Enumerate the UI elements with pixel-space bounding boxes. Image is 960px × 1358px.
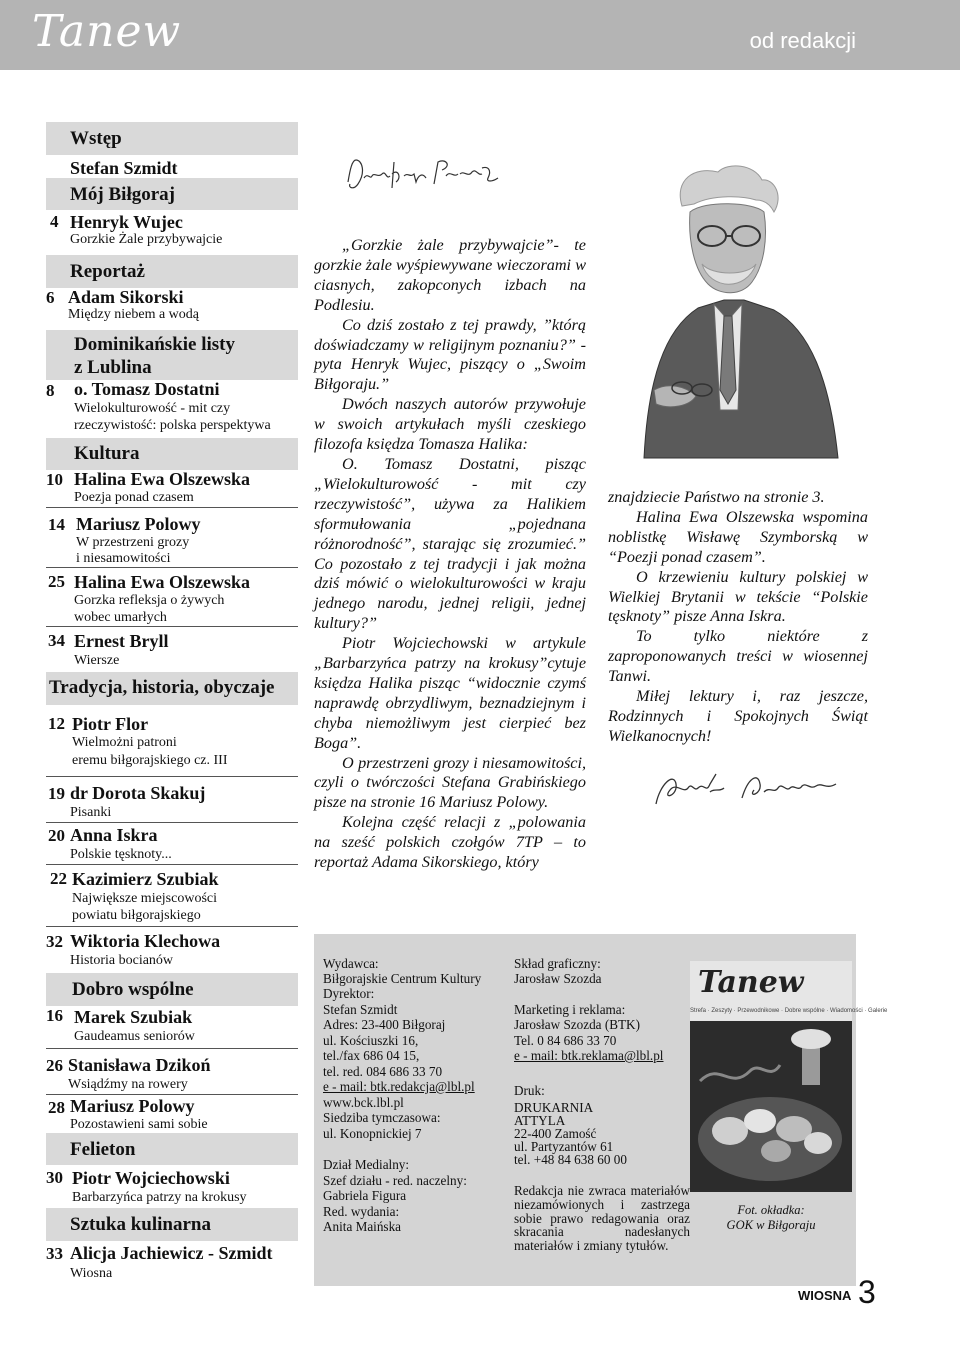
toc-article-title: Wiersze	[74, 653, 120, 668]
toc-author: dr Dorota Skakuj	[70, 783, 206, 803]
toc-page-number: 20	[48, 826, 65, 845]
impressum-line: Wydawca:	[323, 956, 379, 971]
editorial-paragraph: Piotr Wojciechowski w artykule „Barbarzyńca patrzy na krokusy”cytuje księdza Halika pisząc “widocznie czymś naprawdę obrzydliwym, beznadziejnym i chyba niemożliwym jest cierpieć bez Boga”.	[314, 634, 586, 752]
toc-page-number: 25	[48, 572, 65, 591]
toc-page-number: 8	[46, 381, 55, 400]
impressum-line: DRUKARNIA	[514, 1100, 594, 1115]
toc-article-title: Gorzkie Żale przybywajcie	[70, 232, 223, 247]
magazine-logo: Tanew	[32, 6, 182, 57]
section-title: od redakcji	[749, 28, 856, 53]
toc-author: Marek Szubiak	[74, 1007, 193, 1027]
toc-page-number: 4	[50, 212, 59, 231]
toc-author: Kazimierz Szubiak	[72, 869, 219, 889]
toc-article-title: Gaudeamus seniorów	[74, 1029, 195, 1044]
impressum-line: Druk:	[514, 1083, 545, 1098]
website-link[interactable]: www.bck.lbl.pl	[323, 1095, 404, 1110]
toc-author: Ernest Bryll	[74, 631, 169, 651]
toc-page-number: 14	[48, 515, 65, 534]
toc-page-number: 32	[46, 932, 63, 951]
editorial-paragraph: O krzewieniu kultury polskiej w Wielkiej Brytanii w tekście “Polskie tęsknoty” pisze Anna Iskra.	[608, 567, 868, 626]
reklama-email[interactable]: e - mail: btk.reklama@lbl.pl	[514, 1048, 664, 1063]
toc-page-number: 28	[48, 1098, 65, 1117]
toc-divider	[46, 864, 298, 865]
editorial-paragraph: Miłej lektury i, raz jeszcze, Rodzinnych i Spokojnych Świąt Wielkanocnych!	[608, 687, 868, 745]
editorial-paragraph: znajdziecie Państwo na stronie 3.	[608, 488, 825, 506]
toc-author: Piotr Wojciechowski	[72, 1168, 230, 1188]
toc-page-number: 30	[46, 1168, 63, 1187]
cover-caption-line: Fot. okładka:	[737, 1203, 805, 1217]
toc-article-title: Pisanki	[70, 805, 112, 820]
toc-divider	[46, 567, 298, 568]
editorial-paragraph: O przestrzeni grozy i niesamowitości, czyli o twórczości Stefana Grabińskiego pisze na stronie 16 Mariusz Polowy.	[314, 753, 586, 812]
toc-page-number: 22	[50, 869, 67, 888]
editor-signature	[650, 764, 850, 816]
toc-article-title: powiatu biłgorajskiego	[72, 908, 201, 923]
editorial-column-1	[314, 236, 586, 873]
toc-page-number: 16	[46, 1006, 63, 1025]
cover-strip: Strefa · Zeszyty · Przewodnikowe · Dobre wspólne · Wiadomości · Galerie	[690, 1008, 888, 1014]
editorial-column-2	[608, 488, 868, 747]
impressum-line: Adres: 23-400 Biłgoraj	[323, 1017, 446, 1032]
toc-author: Stefan Szmidt	[70, 158, 178, 178]
toc-author: Mariusz Polowy	[70, 1096, 195, 1116]
toc-article-title: Historia bocianów	[70, 953, 174, 968]
toc-page-number: 33	[46, 1244, 63, 1263]
impressum-line: tel. +48 84 638 60 00	[514, 1152, 627, 1167]
toc-page-number: 34	[48, 631, 65, 650]
toc-page-number: 6	[46, 288, 55, 307]
redakcja-email[interactable]: e - mail: btk.redakcja@lbl.pl	[323, 1079, 475, 1094]
toc-article-title: Pozostawieni sami sobie	[70, 1117, 208, 1132]
toc-article-title: Wielmożni patroni	[72, 735, 177, 750]
toc-heading-sztuka: Sztuka kulinarna	[70, 1214, 211, 1235]
impressum-line: Marketing i reklama:	[514, 1002, 626, 1017]
toc-divider	[46, 776, 298, 777]
toc-article-title: Między niebem a wodą	[68, 307, 200, 322]
toc-author: Adam Sikorski	[68, 287, 184, 307]
impressum-line: Red. wydania:	[323, 1204, 400, 1219]
cover-caption-line: GOK w Biłgoraju	[726, 1218, 816, 1232]
cover-logo: Tanew	[698, 965, 804, 1000]
cover-thumbnail	[690, 961, 888, 1192]
editorial-paragraph: Dwóch naszych autorów przywołuje w swoich artykułach myśli czeskiego filozofa księdza Tomasza Halika:	[314, 395, 586, 454]
toc-article-title: wobec umarłych	[74, 610, 167, 625]
toc-heading-tradycja: Tradycja, historia, obyczaje	[49, 677, 275, 698]
toc-author: Piotr Flor	[72, 714, 149, 734]
toc-article-title: Polskie tęsknoty...	[70, 847, 172, 862]
toc-divider	[46, 822, 298, 823]
impressum-line: Siedziba tymczasowa:	[323, 1110, 441, 1125]
toc-page-number: 10	[46, 470, 63, 489]
toc-divider	[46, 626, 298, 627]
toc-page-number: 19	[48, 784, 65, 803]
editorial-paragraph: O. Tomasz Dostatni, pisząc „Wielokulturowość - mit czy rzeczywistość”, używa za Halikiem sformułowania „pojednana różnorodność”, starając się zrozumieć.” Co pozostało z tej tradycji i jak można dziś mówić o wielokulturowości w kraju jednego narodu, jednej religii, jednej kultury?”	[314, 454, 586, 633]
toc-article-title: i niesamowitości	[76, 551, 171, 566]
toc-article-title: W przestrzeni grozy	[76, 535, 190, 550]
toc-author: Stanisława Dzikoń	[68, 1055, 211, 1075]
toc-divider	[46, 926, 298, 927]
impressum-line: Dyrektor:	[323, 986, 375, 1001]
cover-caption	[706, 1203, 836, 1233]
toc-author: Anna Iskra	[70, 825, 158, 845]
toc-heading-reportaz: Reportaż	[70, 261, 145, 282]
editorial-paragraph: Kolejna część relacji z „polowania na sześć polskich czołgów 7TP – to reportaż Adama Sikorskiego, który	[314, 813, 586, 872]
impressum-line: ul. Konopnickiej 7	[323, 1126, 422, 1141]
toc-author: o. Tomasz Dostatni	[74, 379, 220, 399]
cover-photo	[690, 1021, 852, 1192]
author-photo	[624, 160, 860, 458]
impressum-line: Biłgorajskie Centrum Kultury	[323, 971, 482, 986]
toc-author: Wiktoria Klechowa	[70, 931, 221, 951]
toc-author: Halina Ewa Olszewska	[74, 572, 251, 592]
toc-author: Henryk Wujec	[70, 212, 183, 232]
toc-article-title: Barbarzyńca patrzy na krokusy	[72, 1190, 247, 1205]
impressum-line: Skład graficzny:	[514, 956, 601, 971]
impressum-line: ul. Partyzantów 61	[514, 1139, 614, 1154]
impressum-line: 22-400 Zamość	[514, 1126, 597, 1141]
toc-divider	[46, 1048, 298, 1049]
toc-article-title: Poezja ponad czasem	[74, 490, 194, 505]
toc-page-number: 12	[48, 714, 65, 733]
impressum-line: tel./fax 686 04 15,	[323, 1048, 420, 1063]
toc-divider	[46, 1094, 298, 1095]
toc-article-title: Wiosna	[70, 1266, 113, 1281]
toc-article-title: Gorzka refleksja o żywych	[74, 593, 225, 608]
toc-heading-moj-bilgoraj: Mój Biłgoraj	[70, 184, 176, 205]
impressum-line: Stefan Szmidt	[323, 1002, 398, 1017]
impressum-line: tel. red. 084 686 33 70	[323, 1064, 443, 1079]
editorial-paragraph: „Gorzkie żale przybywajcie”- te gorzkie żale wyśpiewywane wieczorami w ciasnych, zakopconych izbach na Podlesiu.	[314, 236, 586, 314]
impressum-line: ul. Kościuszki 16,	[323, 1033, 419, 1048]
toc-article-title: Wielokulturowość - mit czy	[74, 401, 231, 416]
toc-article-title: Największe miejscowości	[72, 891, 218, 906]
toc-page-number: 26	[46, 1056, 63, 1075]
impressum-line: ATTYLA	[514, 1113, 566, 1128]
issue-season: WIOSNA	[798, 1288, 852, 1303]
editorial-paragraph: Co dziś zostało z tej prawdy, ”którą doświadczamy w religijnym poznaniu?” - pyta Henryk Wujec, piszący o „Swoim Biłgoraju.”	[314, 315, 586, 394]
toc-heading-dominikanskie-2: z Lublina	[74, 357, 152, 378]
impressum-line: Jarosław Szozda	[514, 971, 602, 986]
impressum-line: Jarosław Szozda (BTK)	[514, 1017, 640, 1032]
toc-heading-dominikanskie-1: Dominikańskie listy	[74, 334, 236, 355]
impressum-line: Anita Maińska	[323, 1219, 402, 1234]
handwritten-greeting	[342, 148, 504, 200]
toc-heading-kultura: Kultura	[74, 443, 140, 464]
toc-heading-felieton: Felieton	[70, 1139, 136, 1160]
impressum-line: Szef działu - red. naczelny:	[323, 1173, 467, 1188]
toc-author: Mariusz Polowy	[76, 514, 201, 534]
impressum-line: Tel. 0 84 686 33 70	[514, 1033, 617, 1048]
toc-author: Alicja Jachiewicz - Szmidt	[70, 1243, 273, 1263]
editorial-paragraph: To tylko niektóre z zaproponowanych treści w wiosennej Tanwi.	[608, 627, 868, 686]
editorial-disclaimer: Redakcja nie zwraca materiałów niezamówionych i zastrzega sobie prawo redagowania oraz skracania nadesłanych materiałów i zmiany tytułów.	[514, 1183, 690, 1254]
toc-article-title: Wsiądźmy na rowery	[68, 1077, 188, 1092]
toc-article-title: eremu biłgorajskiego cz. III	[72, 753, 228, 768]
toc-heading-dobro: Dobro wspólne	[72, 979, 194, 1000]
toc-article-title: rzeczywistość: polska perspektywa	[74, 418, 271, 433]
toc-heading-wstep: Wstęp	[70, 128, 122, 149]
toc-author: Halina Ewa Olszewska	[74, 469, 251, 489]
page-number: 3	[858, 1274, 876, 1310]
impressum-line: Dział Medialny:	[323, 1157, 410, 1172]
impressum-line: Gabriela Figura	[323, 1188, 407, 1203]
editorial-paragraph: Halina Ewa Olszewska wspomina noblistkę Wisławę Szymborską w “Poezji ponad czasem”.	[608, 507, 868, 566]
toc-divider	[46, 507, 298, 508]
